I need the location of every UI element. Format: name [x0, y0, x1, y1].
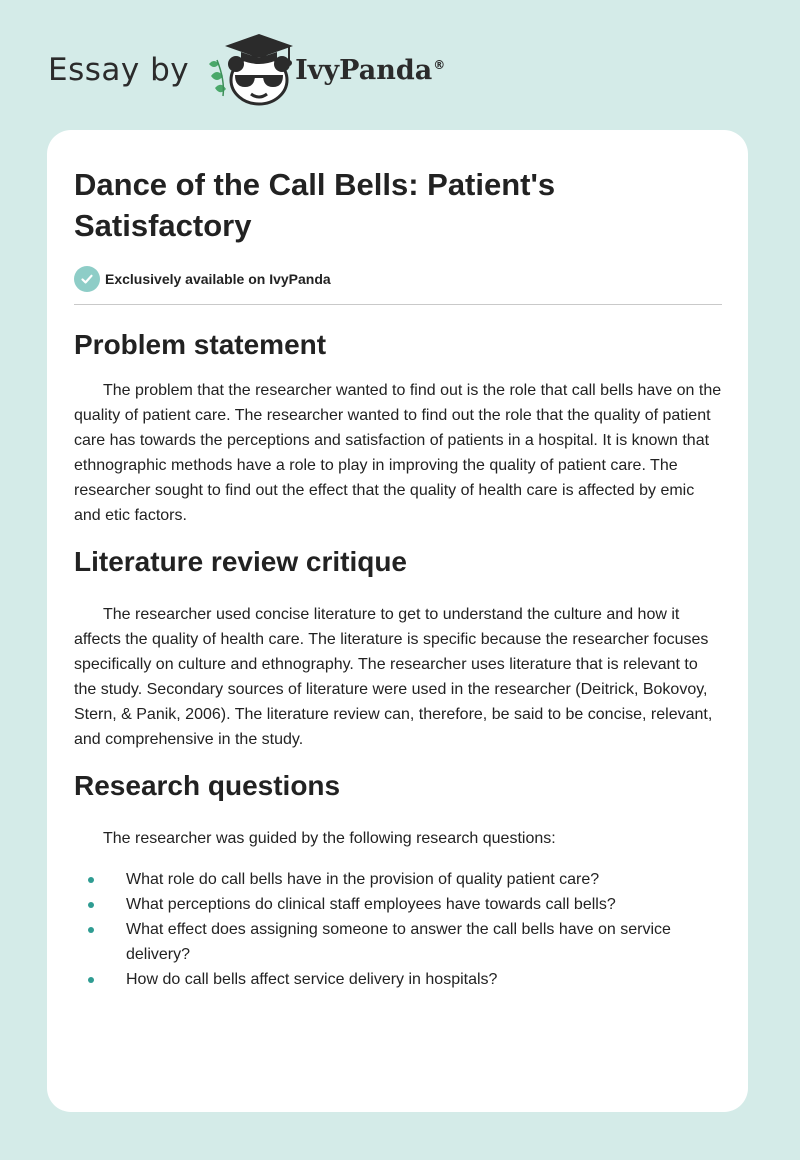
section-heading-problem-statement: Problem statement	[74, 329, 327, 360]
exclusive-badge	[74, 265, 722, 293]
title-divider	[74, 304, 722, 305]
list-item	[74, 892, 722, 917]
research-questions-list	[74, 867, 722, 992]
bullet-icon	[88, 877, 94, 883]
problem-statement-paragraph: The problem that the researcher wanted to find out is the role that call bells have on the quality of patient care. The researcher wanted to find out the role that the quality of patient care has towards the perceptions and satisfaction of patients in a hospital. It is known that ethnographic methods have a role to play in improving the quality of patient care. The researcher sought to find out the effect that the quality of health care is affected by emic and etic factors.	[74, 382, 722, 524]
list-item	[74, 917, 722, 967]
section-heading-literature-review: Literature review critique	[74, 546, 408, 577]
essay-by-label: Essay by	[48, 52, 190, 88]
research-questions-intro: The researcher was guided by the following research questions:	[103, 830, 556, 847]
registered-mark: ®	[433, 57, 446, 72]
list-item-text: What perceptions do clinical staff employees have towards call bells?	[126, 896, 616, 913]
list-item-text: What role do call bells have in the provision of quality patient care?	[126, 871, 600, 888]
list-item	[74, 967, 722, 992]
exclusive-label: Exclusively available on IvyPanda	[105, 271, 331, 287]
bullet-icon	[88, 977, 94, 983]
bullet-icon	[88, 902, 94, 908]
list-item-text: What effect does assigning someone to answer the call bells have on service delivery?	[126, 921, 671, 963]
list-item-text: How do call bells affect service delivery in hospitals?	[126, 971, 498, 988]
bullet-icon	[88, 927, 94, 933]
panda-graduate-logo-icon[interactable]	[205, 30, 301, 110]
brand-name-text[interactable]: IvyPanda	[295, 54, 433, 86]
literature-review-paragraph: The researcher used concise literature to get to understand the culture and how it affects the quality of health care. The literature is specific because the researcher focuses specifically on culture and ethnography. The researcher uses literature that is relevant to the study. Secondary sources of literature were used in the researcher (Deitrick, Bokovoy, Stern, & Panik, 2006). The literature review can, therefore, be said to be concise, relevant, and comprehensive in the study.	[74, 606, 713, 748]
section-heading-research-questions: Research questions	[74, 770, 341, 801]
page-title: Dance of the Call Bells: Patient's Satisfactory	[74, 167, 556, 243]
check-icon	[74, 266, 100, 292]
essay-card	[47, 130, 748, 1112]
site-header	[48, 30, 445, 110]
brand-name[interactable]	[295, 55, 445, 86]
list-item	[74, 867, 722, 892]
